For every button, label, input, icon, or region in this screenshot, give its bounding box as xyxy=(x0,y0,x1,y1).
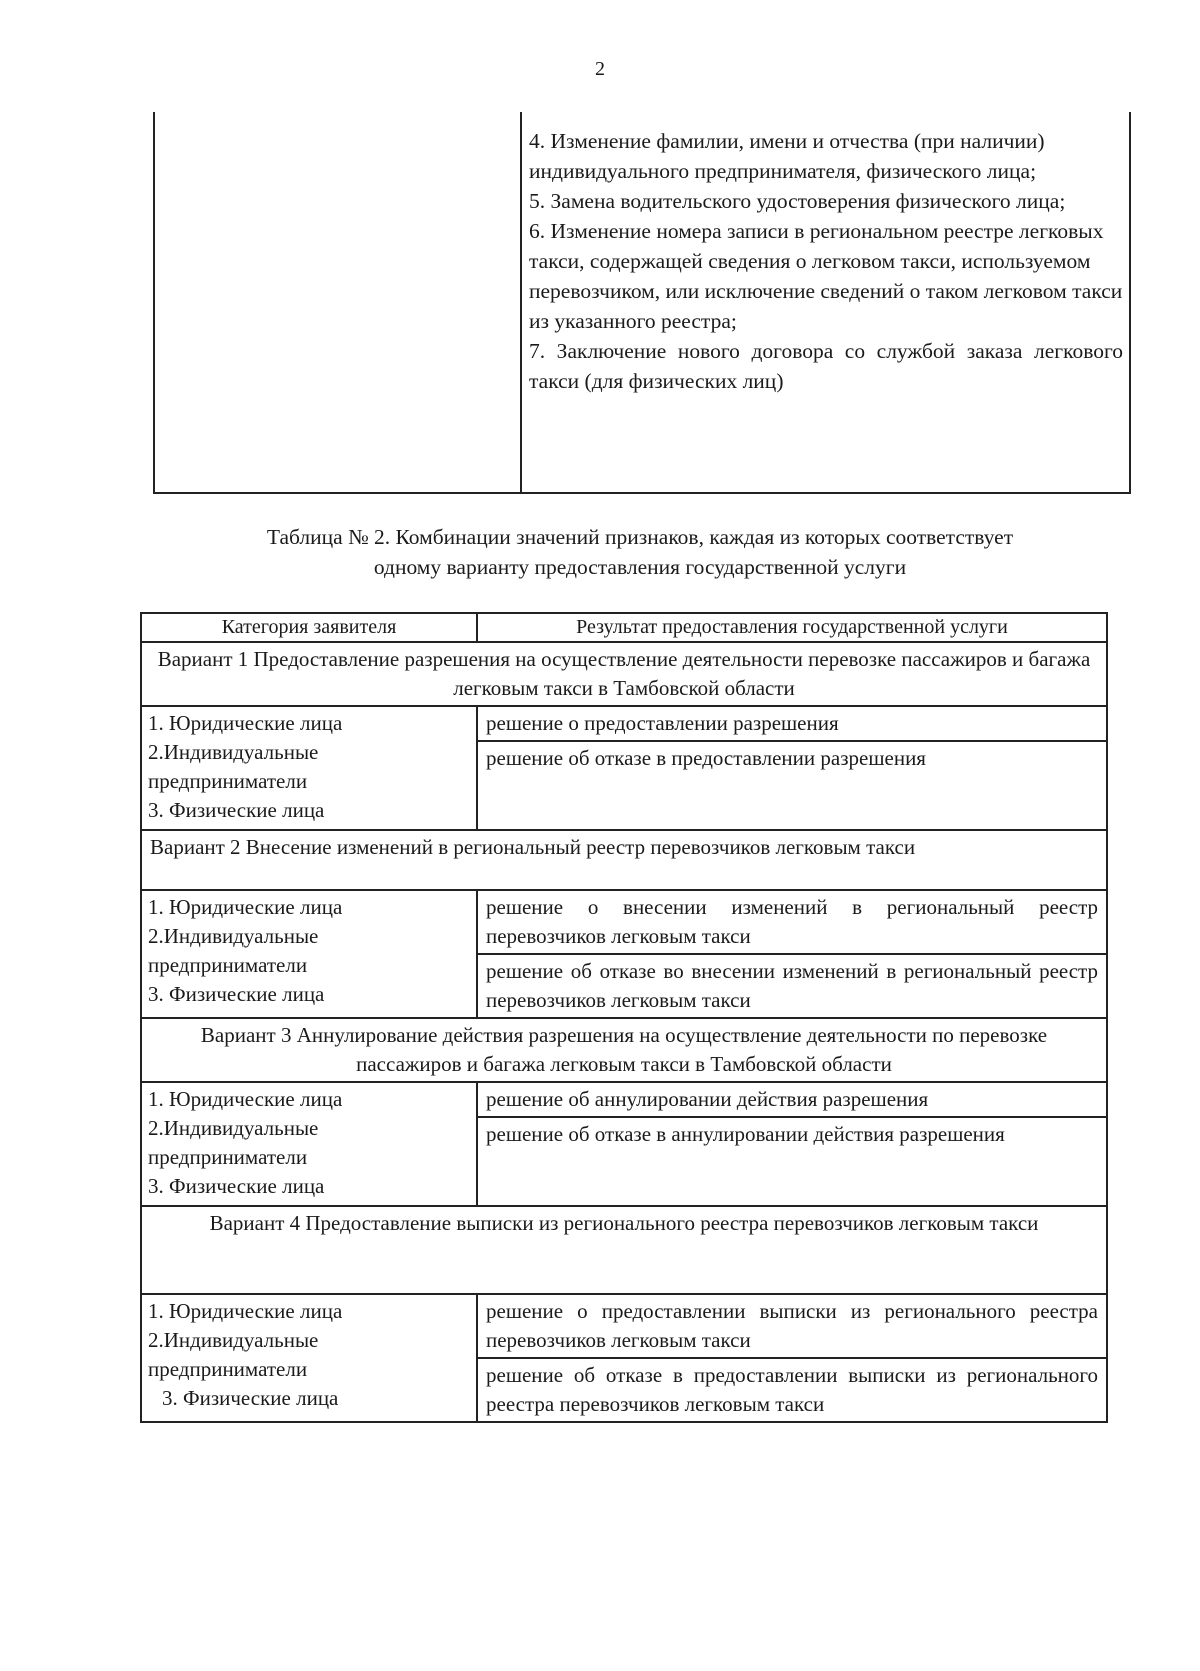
variant-row xyxy=(141,830,1107,890)
category-item: 1. Юридические лица xyxy=(148,895,343,919)
category-item: 2.Индивидуальные предприниматели xyxy=(148,924,319,977)
category-item: 3. Физические лица xyxy=(148,982,325,1006)
result-cell: решение об отказе в аннулировании действия разрешения xyxy=(477,1117,1107,1206)
table-row xyxy=(141,890,1107,954)
caption-line-2: одному варианту предоставления государственной услуги xyxy=(373,555,907,579)
category-item: 3. Физические лица xyxy=(148,1174,325,1198)
category-cell xyxy=(141,1294,477,1422)
result-cell: решение об отказе в предоставлении разрешения xyxy=(477,741,1107,830)
variant-title: Вариант 2 Внесение изменений в региональный реестр перевозчиков легковым такси xyxy=(141,830,1107,890)
list-item: 5. Замена водительского удостоверения физического лица; xyxy=(529,189,1066,213)
category-item: 1. Юридические лица xyxy=(148,1299,343,1323)
variant-title: Вариант 3 Аннулирование действия разрешения на осуществление деятельности по перевозке пассажиров и багажа легковым такси в Тамбовской области xyxy=(141,1018,1107,1082)
header-category: Категория заявителя xyxy=(141,613,477,642)
category-cell xyxy=(141,1082,477,1206)
category-cell xyxy=(141,706,477,830)
table-1-empty-cell xyxy=(155,112,522,492)
variant-row xyxy=(141,1018,1107,1082)
result-cell: решение об отказе в предоставлении выписки из регионального реестра перевозчиков легковым такси xyxy=(477,1358,1107,1422)
result-cell: решение о предоставлении выписки из регионального реестра перевозчиков легковым такси xyxy=(477,1294,1107,1358)
result-cell: решение об аннулировании действия разрешения xyxy=(477,1082,1107,1117)
category-item: 2.Индивидуальные предприниматели xyxy=(148,740,319,793)
caption-line-1: Таблица № 2. Комбинации значений признаков, каждая из которых соответствует xyxy=(266,525,1014,549)
table-row xyxy=(141,1082,1107,1117)
category-item: 2.Индивидуальные предприниматели xyxy=(148,1116,319,1169)
table-1-list-cell xyxy=(522,112,1129,492)
variant-title: Вариант 1 Предоставление разрешения на осуществление деятельности перевозке пассажиров и багажа легковым такси в Тамбовской области xyxy=(141,642,1107,706)
table-row xyxy=(141,706,1107,741)
result-cell: решение о предоставлении разрешения xyxy=(477,706,1107,741)
category-item: 3. Физические лица xyxy=(148,798,325,822)
result-cell: решение о внесении изменений в региональный реестр перевозчиков легковым такси xyxy=(477,890,1107,954)
category-item: 1. Юридические лица xyxy=(148,1087,343,1111)
page-number: 2 xyxy=(595,58,605,80)
table-row xyxy=(141,1294,1107,1358)
table-2-caption xyxy=(150,522,1130,582)
result-cell: решение об отказе во внесении изменений в региональный реестр перевозчиков легковым такси xyxy=(477,954,1107,1018)
list-item: 4. Изменение фамилии, имени и отчества (при наличии) индивидуального предпринимателя, физического лица; xyxy=(529,129,1045,183)
category-item: 2.Индивидуальные предприниматели xyxy=(148,1328,319,1381)
table-2 xyxy=(140,612,1108,1423)
header-result: Результат предоставления государственной услуги xyxy=(477,613,1107,642)
variant-row xyxy=(141,642,1107,706)
list-item: 6. Изменение номера записи в региональном реестре легковых такси, содержащей сведения о легковом такси, используемом перевозчиком, или исключение сведений о таком легковом такси из указанного реестра; xyxy=(529,219,1123,333)
variant-title: Вариант 4 Предоставление выписки из регионального реестра перевозчиков легковым такси xyxy=(141,1206,1107,1294)
list-item: 7. Заключение нового договора со службой заказа легкового такси (для физических лиц) xyxy=(529,339,1123,393)
category-cell xyxy=(141,890,477,1018)
category-item: 1. Юридические лица xyxy=(148,711,343,735)
table-header-row xyxy=(141,613,1107,642)
category-item: 3. Физические лица xyxy=(162,1386,339,1410)
table-1-fragment xyxy=(153,112,1131,494)
variant-row xyxy=(141,1206,1107,1294)
